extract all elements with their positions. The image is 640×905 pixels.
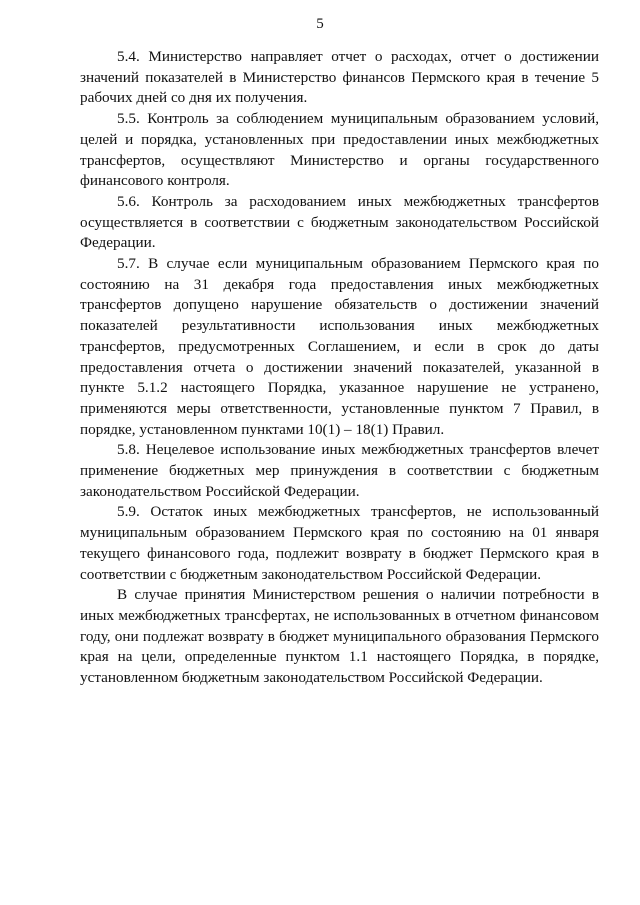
paragraph-5-5: 5.5. Контроль за соблюдением муниципальным образованием условий, целей и порядка, установленных при предоставлении иных межбюджетных трансфертов, осуществляют Министерство и органы государственного финансового контроля.: [80, 110, 599, 190]
document-body: [80, 47, 599, 689]
page-number: 5: [316, 16, 324, 32]
paragraph-5-9-continuation: В случае принятия Министерством решения о наличии потребности в иных межбюджетных трансфертах, не использованных в отчетном финансовом году, они подлежат возврату в бюджет муниципального образования Пермского края на цели, определенные пунктом 1.1 настоящего Порядка, в порядке, установленном бюджетным законодательством Российской Федерации.: [80, 586, 599, 687]
paragraph-5-9: 5.9. Остаток иных межбюджетных трансфертов, не использованный муниципальным образованием Пермского края по состоянию на 01 января текущего финансового года, подлежит возврату в бюджет Пермского края в соответствии с бюджетным законодательством Российской Федерации.: [80, 503, 599, 583]
paragraph-5-7: 5.7. В случае если муниципальным образованием Пермского края по состоянию на 31 декабря года предоставления иных межбюджетных трансфертов допущено нарушение обязательств о достижении значений показателей результативности использования иных межбюджетных трансфертов, предусмотренных Соглашением, и если в срок до даты предоставления отчета о достижении значений показателей, указанной в пункте 5.1.2 настоящего Порядка, указанное нарушение не устранено, применяются меры ответственности, установленные пунктом 7 Правил, в порядке, установленном пунктами 10(1) – 18(1) Правил.: [80, 255, 599, 438]
paragraph-5-8: 5.8. Нецелевое использование иных межбюджетных трансфертов влечет применение бюджетных мер принуждения в соответствии с бюджетным законодательством Российской Федерации.: [80, 441, 599, 500]
paragraph-5-4: 5.4. Министерство направляет отчет о расходах, отчет о достижении значений показателей в Министерство финансов Пермского края в течение 5 рабочих дней со дня их получения.: [80, 48, 599, 107]
paragraph-5-6: 5.6. Контроль за расходованием иных межбюджетных трансфертов осуществляется в соответствии с бюджетным законодательством Российской Федерации.: [80, 192, 599, 252]
